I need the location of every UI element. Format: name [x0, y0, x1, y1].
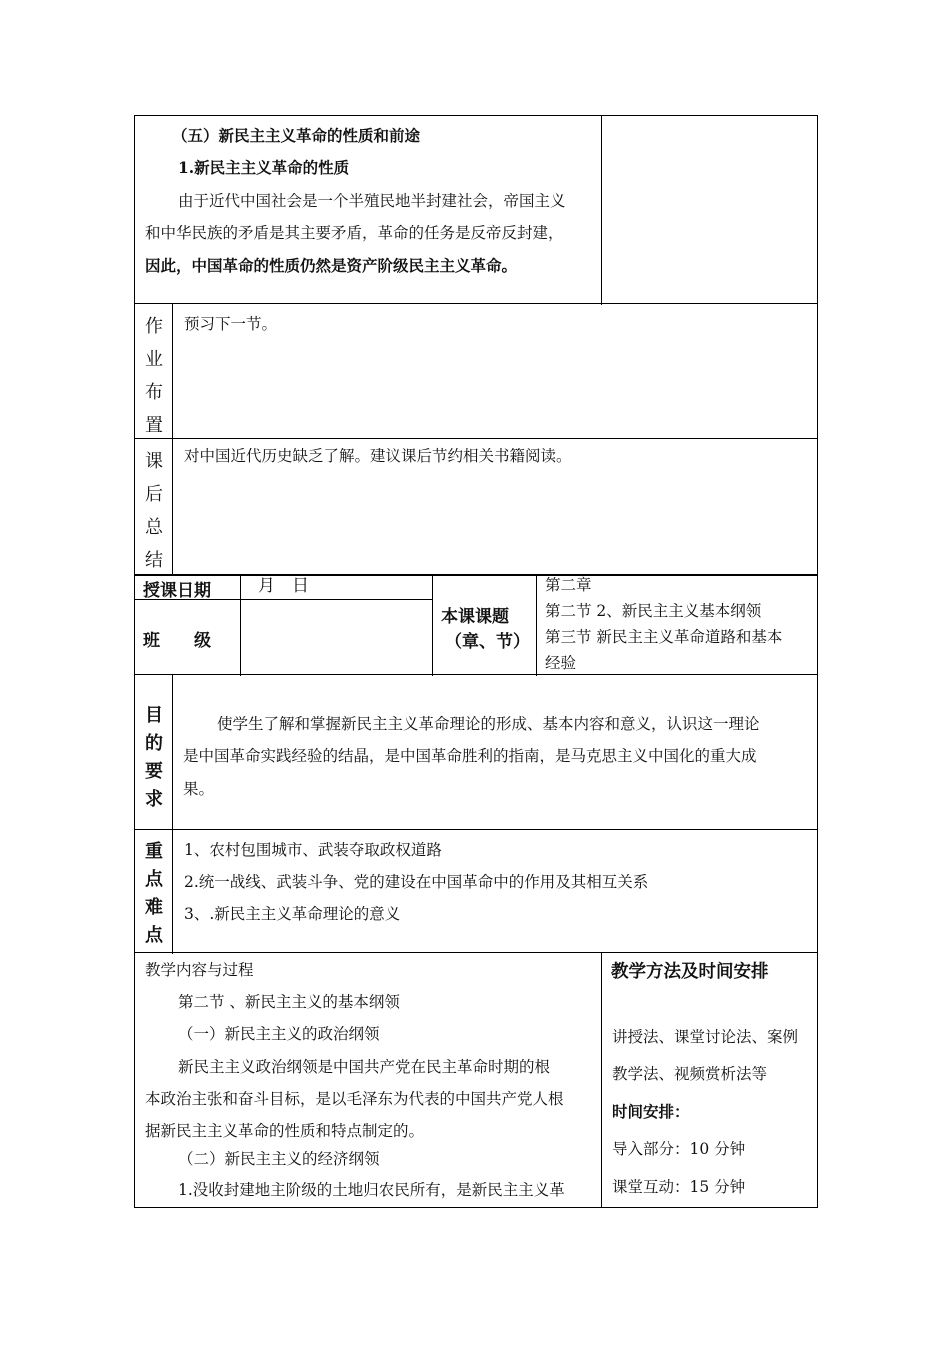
time-item: 课堂互动：15 分钟: [612, 1178, 746, 1196]
topic-line: 第二章: [545, 576, 592, 594]
header-bottom-divider: [134, 674, 818, 675]
section-para-line: 和中华民族的矛盾是其主要矛盾，革命的任务是反帝反封建，: [145, 224, 564, 242]
topic-label-sub: （章、节）: [445, 632, 530, 652]
content-subheading: （一）新民主主义的政治纲领: [178, 1025, 380, 1043]
content-section: 第二节 、新民主主义的基本纲领: [178, 993, 400, 1011]
keypoint-item: 1、农村包围城市、武装夺取政权道路: [184, 841, 442, 859]
content-para-line: 新民主主义政治纲领是中国共产党在民主革命时期的根: [178, 1058, 551, 1076]
methods-line: 讲授法、课堂讨论法、案例: [612, 1028, 799, 1046]
keypoints-bottom-divider: [134, 952, 818, 953]
content-methods-divider: [601, 952, 602, 1208]
section-para-conclusion: 因此，中国革命的性质仍然是资产阶级民主主义革命。: [145, 256, 518, 275]
label-column-divider-1: [172, 303, 173, 576]
homework-text: 预习下一节。: [184, 315, 278, 333]
header-divider-a: [240, 574, 241, 676]
date-label: 授课日期: [143, 581, 211, 601]
section-subheading: 1.新民主主义革命的性质: [178, 158, 350, 177]
date-value: 月 日: [258, 576, 309, 596]
topic-line: 第三节 新民主主义革命道路和基本: [545, 628, 783, 646]
methods-header: 教学方法及时间安排: [611, 962, 769, 982]
content-para-line: 1.没收封建地主阶级的土地归农民所有，是新民主主义革: [178, 1181, 565, 1199]
methods-line: 教学法、视频赏析法等: [612, 1065, 768, 1083]
keypoint-item: 2.统一战线、武装斗争、党的建设在中国革命中的作用及其相互关系: [184, 873, 649, 891]
objective-line: 使学生了解和掌握新民主主义革命理论的形成、基本内容和意义，认识这一理论: [217, 715, 760, 733]
objective-line: 是中国革命实践经验的结晶，是中国革命胜利的指南，是马克思主义中国化的重大成: [183, 747, 757, 765]
top-divider-right: [601, 115, 602, 305]
summary-text: 对中国近代历史缺乏了解。建议课后节约相关书籍阅读。: [184, 447, 572, 465]
objective-bottom-divider: [134, 829, 818, 830]
row-divider-2: [134, 438, 818, 439]
header-divider-b: [432, 574, 433, 676]
row-divider-1: [134, 303, 818, 304]
content-para-line: 本政治主张和奋斗目标，是以毛泽东为代表的中国共产党人根: [145, 1090, 564, 1108]
time-item: 导入部分：10 分钟: [612, 1140, 746, 1158]
header-divider-c: [536, 574, 537, 676]
section-heading: （五）新民主主义革命的性质和前途: [172, 126, 421, 145]
topic-label: 本课课题: [441, 607, 509, 627]
document-page: （五）新民主主义革命的性质和前途 1.新民主主义革命的性质 由于近代中国社会是一个半殖民地半封建社会，帝国主义 和中华民族的矛盾是其主要矛盾，革命的任务是反帝反封建， 因此，中国革命的性质仍然是资产阶级民主主义革命。 作 业 布 置 预习下一节。 课 后 总 结 对中国近代历史缺乏了解。建议课后节约相关书籍阅读。 授课日期 月 日 班 级 本课课题 （章、节） 第二章 第二节 2、新民主主义基本纲领 第三节 新民主主义革命道路和基本 经验 目 的 要 求 使学生了解和掌握新民主主义革命理论的形成、基本内容和意义，认识这一理论 是中国革命实践经验的结晶，是中国革命胜利的指南，是马克思主义中国化的重大成 果。 重 点 难 点 1、农村包围城市、武装夺取政权道路 2.统一战线、武装斗争、党的建设在中国革命中的作用及其相互关系 3、.新民主主义革命理论的意义 教学内容与过程 第二节 、新民主主义的基本纲领 （一）新民主主义的政治纲领 新民主主义政治纲领是中国共产党在民主革命时期的根 本政治主张和奋斗目标，是以毛泽东为代表的中国共产党人根 据新民主主义革命的性质和特点制定的。 （二）新民主主义的经济纲领 1.没收封建地主阶级的土地归农民所有，是新民主主义革 教学方法及时间安排 讲授法、课堂讨论法、案例 教学法、视频赏析法等 时间安排： 导入部分：10 分钟 课堂互动：15 分钟: [0, 0, 952, 1347]
label-column-divider-2: [172, 674, 173, 954]
content-para-line: 据新民主主义革命的性质和特点制定的。: [145, 1122, 425, 1140]
content-subheading: （二）新民主主义的经济纲领: [178, 1150, 380, 1168]
keypoint-item: 3、.新民主主义革命理论的意义: [184, 905, 401, 923]
time-label: 时间安排：: [612, 1102, 690, 1121]
topic-line: 经验: [545, 654, 577, 672]
topic-line: 第二节 2、新民主主义基本纲领: [545, 602, 762, 620]
section-para-line: 由于近代中国社会是一个半殖民地半封建社会，帝国主义: [178, 192, 566, 210]
content-header: 教学内容与过程: [145, 961, 254, 979]
objective-line: 果。: [183, 780, 215, 798]
class-label: 班 级: [143, 631, 211, 651]
